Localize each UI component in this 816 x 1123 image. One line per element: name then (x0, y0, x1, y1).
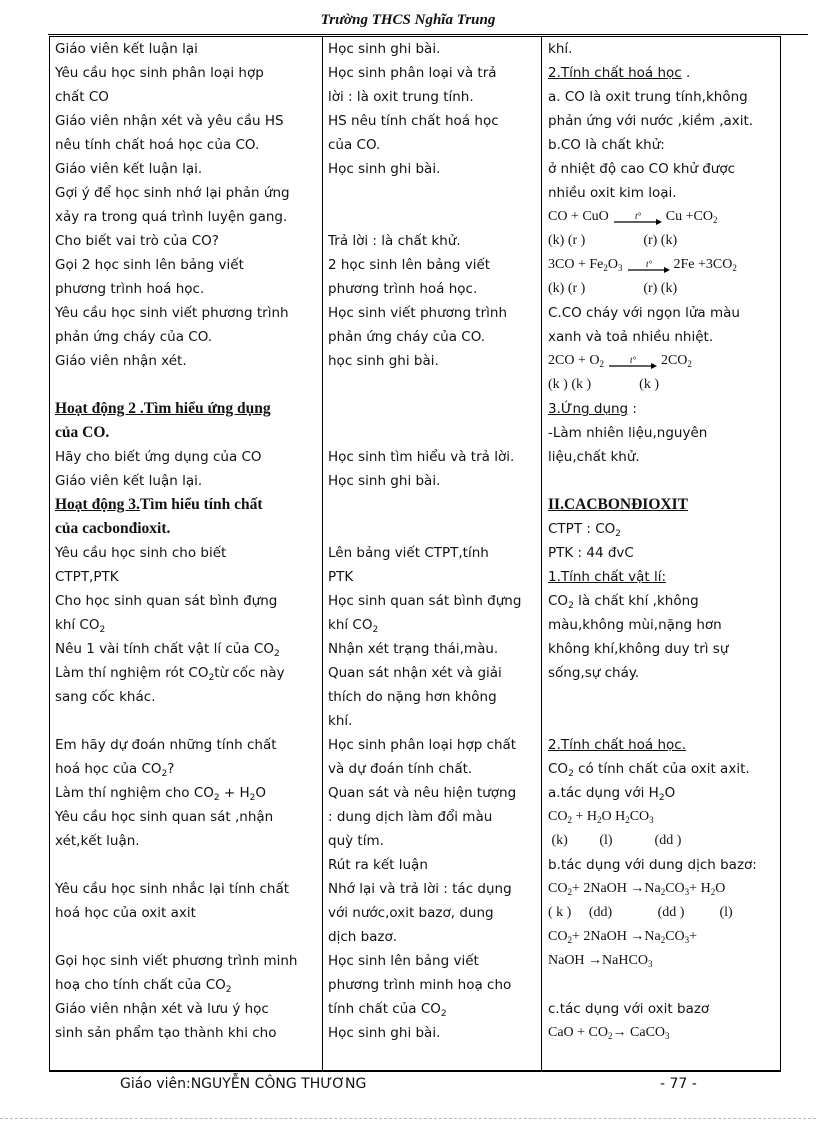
text-line: PTK : 44 đvC (548, 545, 634, 561)
text-line: Rút ra kết luận (328, 857, 428, 873)
text-line: Học sinh phân loại và trả (328, 65, 497, 81)
svg-text:t°: t° (630, 354, 637, 365)
text-line: Học sinh phân loại hợp chất (328, 737, 517, 753)
text-line: khí $CO_2$ (55, 617, 106, 635)
text-line: lời : là oxit trung tính. (328, 89, 474, 105)
teacher-activity-column (55, 37, 320, 1045)
text-line: phương trình hoá học. (55, 281, 205, 297)
text-line: Nêu 1 vài tính chất vật lí của $CO_2$ (55, 641, 280, 659)
text-line: CTPT,PTK (55, 569, 119, 585)
text-line: 2 học sinh lên bảng viết (328, 257, 491, 273)
text-line: Giáo viên kết luận lại (55, 41, 198, 57)
text-line: xét,kết luận. (55, 833, 140, 849)
footer-page-number: - 77 - (660, 1076, 697, 1092)
text-line: tính chất của $CO_2$ (328, 1001, 447, 1019)
text-line: Em hãy dự đoán những tính chất (55, 737, 277, 753)
text-line: thích do nặng hơn không (328, 689, 497, 705)
text-line: Học sinh tìm hiểu và trả lời. (328, 449, 515, 465)
text-line: khí. (328, 713, 353, 729)
text-line: -Làm nhiên liệu,nguyên (548, 425, 708, 441)
reaction-equation: $2CO + O_2$ t° $2CO_2$ (548, 353, 692, 369)
text-line: Nhận xét trạng thái,màu. (328, 641, 499, 657)
text-line: phản ứng với nước ,kiềm ,axit. (548, 113, 754, 129)
text-line: Quan sát và nêu hiện tượng (328, 785, 517, 801)
state-line: (k) (r ) (r) (k) (548, 233, 678, 248)
text-line: hoá học của oxit axit (55, 905, 196, 921)
text-line: phản ứng cháy của CO. (328, 329, 486, 345)
text-line: khí $CO_2$ (328, 617, 379, 635)
text-line: học sinh ghi bài. (328, 353, 439, 369)
text-line: Học sinh ghi bài. (328, 1025, 441, 1041)
column-divider-1 (322, 36, 323, 1071)
state-line: (k) (r ) (r) (k) (548, 281, 678, 296)
text-line: Lên bảng viết CTPT,tính (328, 545, 489, 561)
text-line: Giáo viên kết luận lại. (55, 473, 203, 489)
text-line: Gọi học sinh viết phương trình minh (55, 953, 298, 969)
text-line: Yêu cầu học sinh cho biết (55, 545, 227, 561)
text-line: phương trình hoá học. (328, 281, 478, 297)
text-line: sống,sự cháy. (548, 665, 640, 681)
reaction-equation: $CO_2+$ 2NaOH $\to Na_2CO_3+$ (548, 929, 698, 945)
text-line: hoạ cho tính chất của $CO_2$ (55, 977, 232, 995)
text-line: b.CO là chất khử: (548, 137, 665, 153)
text-line: Gợi ý để học sinh nhớ lại phản ứng (55, 185, 290, 201)
section-heading: 3.Ứng dụng : (548, 401, 637, 417)
text-line: Làm thí nghiệm cho $CO_2 + H_2O$ (55, 785, 267, 803)
page-separator (0, 1118, 816, 1119)
reaction-equation: NaOH →NaHCO$_3$ (548, 953, 653, 969)
text-line: : dung dịch làm đổi màu (328, 809, 493, 825)
text-line: hoá học của $CO_2$? (55, 761, 175, 779)
text-line: Gọi 2 học sinh lên bảng viết (55, 257, 244, 273)
reaction-equation: CaO + $CO_2\to$ CaCO$_3$ (548, 1025, 670, 1041)
text-line: Yêu cầu học sinh viết phương trình (55, 305, 289, 321)
student-activity-column (328, 37, 538, 1045)
section-heading-co2: II.CACBONĐIOXIT (548, 496, 688, 513)
text-line: Cho biết vai trò của CO? (55, 233, 219, 249)
header-rule (48, 34, 808, 35)
text-line: không khí,không duy trì sự (548, 641, 729, 657)
text-line: ở nhiệt độ cao CO khử được (548, 161, 736, 177)
text-line: Yêu cầu học sinh phân loại hợp (55, 65, 264, 81)
text-line: a. CO là oxit trung tính,không (548, 89, 748, 105)
activity-2-heading-cont: của CO. (55, 424, 110, 441)
text-line: liệu,chất khử. (548, 449, 640, 465)
column-divider-2 (541, 36, 542, 1071)
reaction-equation: CO + CuO t° $Cu +CO_2$ (548, 209, 718, 225)
text-line: phản ứng cháy của CO. (55, 329, 213, 345)
text-line: khí. (548, 41, 573, 57)
reaction-arrow (612, 210, 662, 224)
text-line: Hãy cho biết ứng dụng của CO (55, 449, 262, 465)
page-header-school: Trường THCS Nghĩa Trung (320, 12, 496, 28)
text-line: CTPT : $CO_2$ (548, 521, 621, 539)
text-line: Yêu cầu học sinh quan sát ,nhận (55, 809, 274, 825)
text-line: và dự đoán tính chất. (328, 761, 473, 777)
text-line: Trả lời : là chất khử. (328, 233, 461, 249)
activity-3-heading-cont: của cacbonđioxit. (55, 520, 171, 537)
reaction-arrow (626, 258, 670, 272)
text-line: sinh sản phẩm tạo thành khi cho (55, 1025, 277, 1041)
text-line: Quan sát nhận xét và giải (328, 665, 502, 681)
state-line: (k) (l) (dd ) (548, 833, 682, 848)
text-line: Nhớ lại và trả lời : tác dụng (328, 881, 512, 897)
text-line: Giáo viên nhận xét. (55, 353, 187, 369)
text-line: Yêu cầu học sinh nhắc lại tính chất (55, 881, 290, 897)
text-line: phương trình minh hoạ cho (328, 977, 512, 993)
text-line: $CO_2$ là chất khí ,không (548, 593, 699, 611)
section-heading: 2.Tính chất hoá học. (548, 737, 687, 753)
reaction-equation: $3CO + Fe_2O_3$ t° $2Fe +3CO_2$ (548, 257, 737, 273)
text-line: Học sinh ghi bài. (328, 41, 441, 57)
text-line: Giáo viên kết luận lại. (55, 161, 203, 177)
text-line: Giáo viên nhận xét và yêu cầu HS (55, 113, 284, 129)
activity-3-heading: Hoạt động 3.Tìm hiểu tính chất (55, 496, 263, 513)
text-line: Làm thí nghiệm rót $CO_2từ$ cốc này (55, 665, 285, 683)
text-line: Học sinh ghi bài. (328, 161, 441, 177)
reaction-arrow (607, 354, 657, 368)
text-line: Giáo viên nhận xét và lưu ý học (55, 1001, 269, 1017)
text-line: b.tác dụng với dung dịch bazơ: (548, 857, 757, 873)
text-line: màu,không mùi,nặng hơn (548, 617, 722, 633)
text-line: dịch bazơ. (328, 929, 398, 945)
state-line: (k ) (k ) (k ) (548, 377, 659, 392)
text-line: xanh và toả nhiều nhiệt. (548, 329, 714, 345)
board-content-column (548, 37, 778, 1045)
text-line: C.CO cháy với ngọn lửa màu (548, 305, 740, 321)
text-line: a.tác dụng với $H_2O$ (548, 785, 676, 803)
section-heading: 1.Tính chất vật lí: (548, 569, 667, 585)
text-line: nêu tính chất hoá học của CO. (55, 137, 260, 153)
text-line: quỳ tím. (328, 833, 384, 849)
text-line: Học sinh viết phương trình (328, 305, 508, 321)
text-line: $CO_2$ có tính chất của oxit axit. (548, 761, 750, 779)
state-line: ( k ) (dd) (dd ) (l) (548, 905, 733, 920)
text-line: nhiều oxit kim loại. (548, 185, 677, 201)
reaction-equation: $CO_2+$ 2NaOH $\to Na_2CO_3+ H_2O$ (548, 881, 726, 897)
text-line: Học sinh lên bảng viết (328, 953, 479, 969)
svg-text:t°: t° (645, 258, 653, 269)
text-line: Học sinh quan sát bình đựng (328, 593, 522, 609)
text-line: HS nêu tính chất hoá học (328, 113, 499, 129)
text-line: sang cốc khác. (55, 689, 156, 705)
text-line: Học sinh ghi bài. (328, 473, 441, 489)
section-heading: 2.Tính chất hoá học . (548, 65, 691, 81)
text-line: chất CO (55, 89, 109, 105)
activity-2-heading: Hoạt động 2 .Tìm hiểu ứng dụng (55, 400, 271, 417)
text-line: của CO. (328, 137, 381, 153)
reaction-equation: $CO_2 + H_2O$ $H_2CO_3$ (548, 809, 654, 825)
text-line: PTK (328, 569, 354, 585)
text-line: Cho học sinh quan sát bình đựng (55, 593, 278, 609)
text-line: c.tác dụng với oxit bazơ (548, 1001, 710, 1017)
footer-teacher: Giáo viên:NGUYỄN CÔNG THƯƠNG (120, 1076, 367, 1092)
text-line: xảy ra trong quá trình luyện gang. (55, 209, 288, 225)
svg-text:t°: t° (635, 210, 642, 221)
text-line: với nước,oxit bazơ, dung (328, 905, 494, 921)
